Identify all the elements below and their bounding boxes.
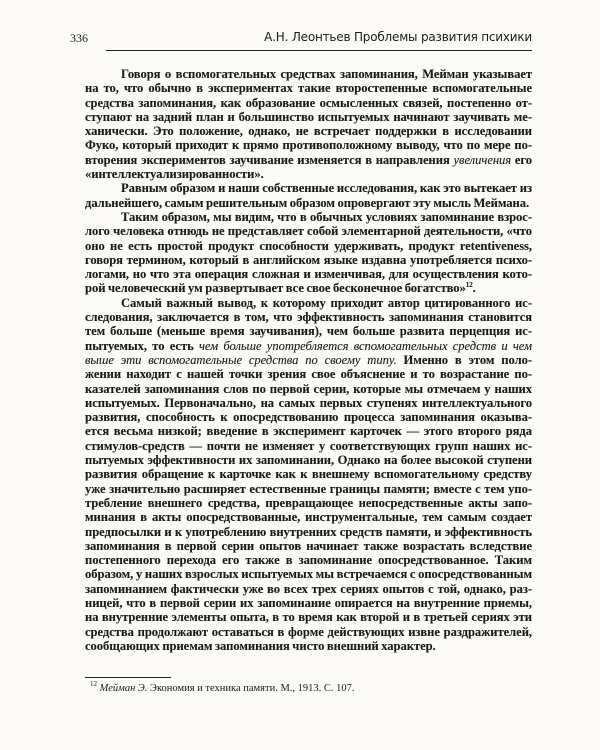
text-line [85,296,532,310]
text: жении находит с нашей точки зрения свое объяснение и то возрастание по- [85,367,532,382]
text-line [85,339,532,353]
text-line [85,96,532,110]
text: ется весьма низкой; введение в эксперимент карточек — этого второго ряда [85,424,532,439]
text: дальнейшего, самым решительным образом опровергают эту мысль Меймана. [85,195,530,210]
text: запоминания в первой серии опытов начинает также возрастать вследствие [85,538,532,553]
text: Говоря о вспомогательных средствах запоминания, Мейман указывает [121,67,532,81]
text-line [85,324,532,338]
text: тем больше (меньше время заучивания), чем больше развита перцепция ис- [85,324,532,339]
footnote [90,680,355,694]
text-line [85,138,532,152]
paragraph [85,210,532,296]
text-line [85,596,532,610]
text: ханически. Это положение, однако, не встречает поддержки в исследовании [85,124,532,139]
text: уже значительно расширяет естественные границы памяти; вместе с тем упо- [85,481,532,496]
text-line [85,510,532,524]
italic-text: выше эти вспомогательные средства по своему типу. [85,352,397,367]
text-line [85,639,532,653]
text: средства продолжают оставаться в форме действующих извне раздражителей, [85,624,532,639]
text-line [85,210,532,224]
text: оно не есть простой продукт способности удерживать, продукт retentiveness, [85,238,532,253]
text: ступают на задний план и большинство испытуемых начинают заучивать ме- [85,109,532,124]
text: Именно в этом поло- [396,352,532,367]
text-line [85,439,532,453]
footnote-rule [85,677,171,678]
text-line [85,610,532,624]
text-line [85,267,532,281]
text-line [85,196,532,210]
text: казателей запоминания слов по первой серии, которые мы отмечаем у наших [85,381,532,396]
text-line [85,424,532,438]
text-line [85,582,532,596]
text-line [85,396,532,410]
text-line [85,367,532,381]
text: логами, но что эта операция сложная и изменчивая, для осуществления кото- [85,267,532,282]
text: говоря термином, который в английском языке издавна употребляется психо- [85,252,532,267]
text-line [85,310,532,324]
text-line [85,167,532,181]
text-line [85,467,532,481]
text: лого человека отнюдь не представляет собой элементарной деятельности, «что [85,224,532,239]
text: следования, заключается в том, что эффективность запоминания становится [85,310,532,325]
text-line [85,567,532,581]
text-line [85,496,532,510]
text: пытуемых эффективности их запоминании, Однако на более высокой ступени [85,453,532,468]
text-line [85,81,532,95]
text: постепенного перехода его также в запоминание опосредствованное. Таким [85,553,532,568]
text: запоминанием фактически уже во всех трех сериях опытов с той, однако, раз- [85,581,532,596]
text-line [85,410,532,424]
text: Равным образом и наши собственные исследования, как это вытекает из [121,181,532,196]
text-line [85,525,532,539]
text: минания в акты опосредствованные, инструментальные, тем самым создает [85,510,532,525]
text-line [85,253,532,267]
text: предпосылки и к употреблению внутренних средств памяти, и эффективность [85,524,532,539]
text: развития, способность к опосредствованию процесса запоминания оказыва- [85,410,532,425]
body-text [85,67,532,653]
text: ницей, что в первой серии их запоминание опирается на внутренние приемы, [85,595,532,610]
running-title: А.Н. Леонтьев Проблемы развития психики [264,30,532,44]
text-line [85,281,532,295]
footnote-author: Мейман Э. [99,683,148,694]
text-line [85,153,532,167]
italic-text: увеличения [453,152,512,167]
text: вторения экспериментов заучивание изменяется в направления [85,152,454,167]
footnote-ref: 12 [465,281,473,290]
text-line [85,625,532,639]
text-line [85,453,532,467]
text-line [85,353,532,367]
text: рой человеческий ум развертывает все свое бесконечное богатство» [85,281,466,296]
text: . [472,281,476,296]
text: развития обращение к карточке как к внешнему вспомогательному средству [85,467,532,482]
text: стимулов-средств — почти не изменяет у соответствующих групп наших ис- [85,438,532,453]
text: пытуемых, то есть [85,338,199,353]
text: сообщающих приемам запоминания чисто внешний характер. [85,638,436,653]
text: Самый важный вывод, к которому приходит автор цитированного ис- [121,295,532,310]
text-line [85,224,532,238]
text: Фуко, который приходит к прямо противоположному выводу, что по мере по- [85,138,532,153]
text-line [85,539,532,553]
text-line [85,553,532,567]
italic-text: чем больше употребляется вспомогательных средств и чем [198,338,532,353]
text-line [85,382,532,396]
text: образом, у наших взрослых испытуемых мы встречаемся с опосредствованным [85,567,532,582]
text: Таким образом, мы видим, что в обычных условиях запоминание взрос- [121,209,532,224]
text-line [85,124,532,138]
text-line [85,239,532,253]
text: его [511,152,532,167]
header-rule [106,50,532,51]
text-line [85,110,532,124]
footnote-number: 12 [90,680,97,688]
paragraph [85,181,532,210]
text: на то, что обычно в экспериментах такие второстепенные вспомогательные [85,81,532,96]
footnote-text: Экономия и техника памяти. М., 1913. С. 107. [147,683,355,694]
text: требление внешнего средства, превращающее непосредственные акты запо- [85,495,532,510]
page-number: 336 [70,31,88,45]
text: испытуемых. Первоначально, на самых первых ступенях интеллектуального [85,395,532,410]
text-line [85,67,532,81]
paragraph [85,67,532,181]
text: «интеллектуализированности». [85,167,264,182]
text-line [85,482,532,496]
text: на внутренние элементы опыта, в то время как второй и в третьей сериях эти [85,610,532,625]
paragraph [85,296,532,653]
text: средства запоминания, как образование осмысленных связей, постепенно от- [85,95,532,110]
text-line [85,181,532,195]
